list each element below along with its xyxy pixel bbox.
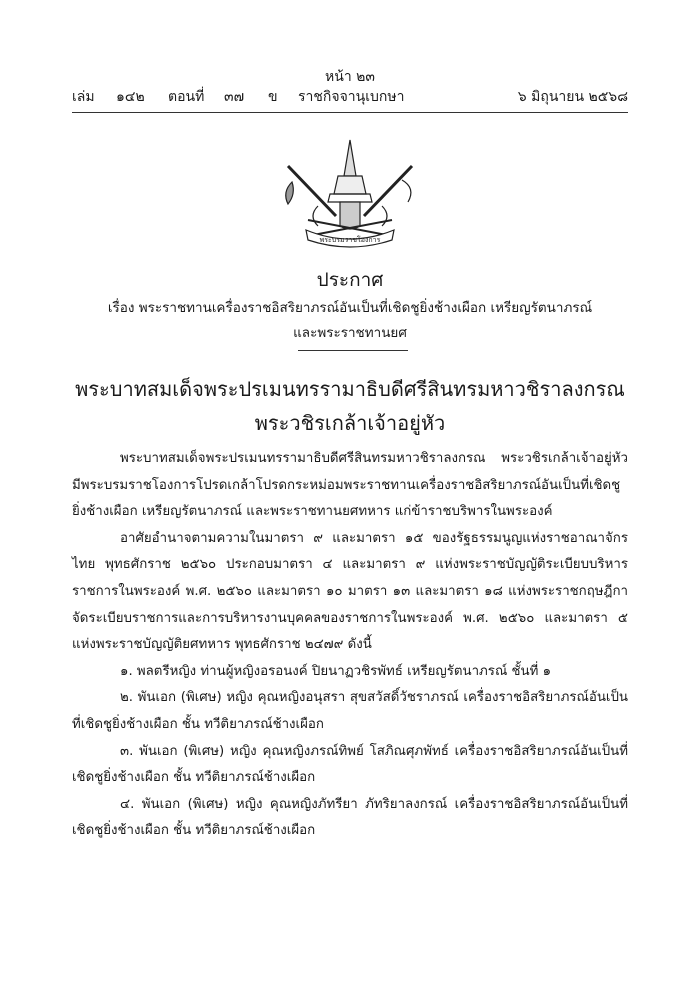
royal-emblem-icon — [278, 136, 422, 248]
header-divider — [72, 112, 628, 113]
publication-date: ๖ มิถุนายน ๒๕๖๘ — [517, 89, 628, 105]
gazette-header — [72, 86, 628, 108]
document-title: ประกาศ — [316, 269, 384, 291]
section-letter: ข — [268, 89, 278, 105]
volume-number: ๑๔๒ — [116, 89, 145, 105]
title-divider — [298, 350, 408, 351]
list-item-3: ๓. พันเอก (พิเศษ) หญิง คุณหญิงภรณ์ทิพย์ โสภิณศุภพัทธ์ เครื่องราชอิสริยาภรณ์อันเป็นที่เชิดชูยิ่งช้างเผือก ชั้น ทวีติยาภรณ์ช้างเผือก — [72, 743, 628, 786]
emblem-caption: พระบรมราชโองการ — [319, 236, 381, 244]
paragraph-legal-authority: อาศัยอำนาจตามความในมาตรา ๙ และมาตรา ๑๕ ของรัฐธรรมนูญแห่งราชอาณาจักรไทย พุทธศักราช ๒๕๖๐ ประกอบมาตรา ๔ และมาตรา ๙ แห่งพระราชบัญญัติระเบียบบริหารราชการในพระองค์ พ.ศ. ๒๕๖๐ และมาตรา ๑๐ มาตรา ๑๓ และมาตรา ๑๘ แห่งพระราชกฤษฎีกาจัดระเบียบราชการและการบริหารงานบุคคลของราชการในพระองค์ พ.ศ. ๒๕๖๐ และมาตรา ๕ แห่งพระราชบัญญัติยศทหาร พุทธศักราช ๒๔๗๙ ดังนี้ — [72, 530, 628, 653]
king-name-heading — [60, 372, 640, 440]
issue-number: ๓๗ — [224, 89, 245, 105]
issue-label: ตอนที่ — [168, 89, 205, 105]
king-name-line-2: พระวชิรเกล้าเจ้าอยู่หัว — [254, 411, 446, 435]
volume-label: เล่ม — [72, 89, 95, 105]
document-subject — [60, 296, 640, 346]
subject-line-2: และพระราชทานยศ — [293, 325, 407, 341]
list-item-1: ๑. พลตรีหญิง ท่านผู้หญิงอรอนงค์ ปิยนาฏวชิรพัทธ์ เหรียญรัตนาภรณ์ ชั้นที่ ๑ — [120, 663, 552, 679]
subject-line-1: เรื่อง พระราชทานเครื่องราชอิสริยาภรณ์อันเป็นที่เชิดชูยิ่งช้างเผือก เหรียญรัตนาภรณ์ — [107, 300, 593, 316]
page-number: หน้า ๒๓ — [325, 69, 375, 85]
paragraph-royal-command: พระบาทสมเด็จพระปรเมนทรรามาธิบดีศรีสินทรมหาวชิราลงกรณ พระวชิรเกล้าเจ้าอยู่หัว มีพระบรมราชโองการโปรดเกล้าโปรดกระหม่อมพระราชทานเครื่องราชอิสริยาภรณ์อันเป็นที่เชิดชูยิ่งช้างเผือก เหรียญรัตนาภรณ์ และพระราชทานยศทหาร แก่ข้าราชบริพารในพระองค์ — [72, 451, 628, 520]
list-item-2: ๒. พันเอก (พิเศษ) หญิง คุณหญิงอนุสรา สุขสวัสดิ์วัชราภรณ์ เครื่องราชอิสริยาภรณ์อันเป็นที่เชิดชูยิ่งช้างเผือก ชั้น ทวีติยาภรณ์ช้างเผือก — [72, 690, 628, 732]
document-body — [72, 446, 628, 845]
publication-name: ราชกิจจานุเบกษา — [298, 89, 405, 105]
list-item-4: ๔. พันเอก (พิเศษ) หญิง คุณหญิงภัทรียา ภัทริยาลงกรณ์ เครื่องราชอิสริยาภรณ์อันเป็นที่เชิดชูยิ่งช้างเผือก ชั้น ทวีติยาภรณ์ช้างเผือก — [72, 796, 628, 839]
king-name-line-1: พระบาทสมเด็จพระปรเมนทรรามาธิบดีศรีสินทรมหาวชิราลงกรณ — [75, 377, 625, 401]
